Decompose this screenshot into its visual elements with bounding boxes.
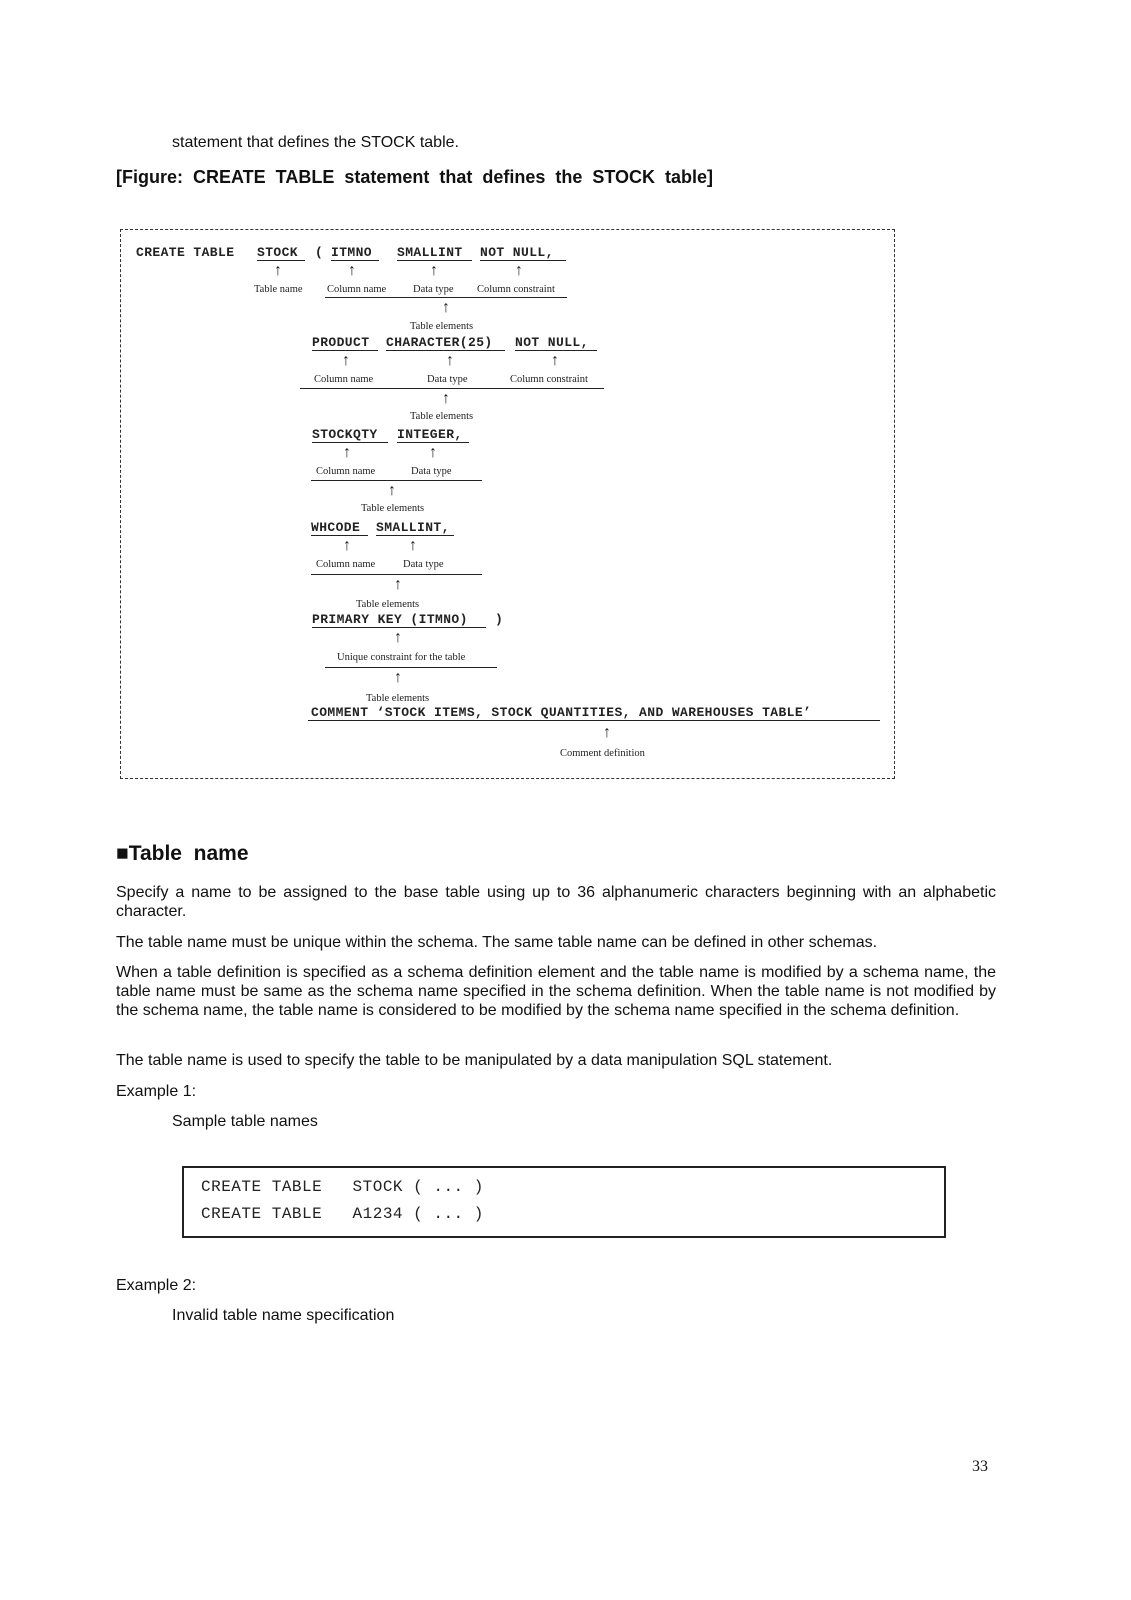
paragraph: The table name is used to specify the table to be manipulated by a data manipulation SQL statement.	[116, 1052, 833, 1069]
code-character: CHARACTER(25)	[386, 335, 493, 350]
label-table-elements: Table elements	[361, 503, 425, 514]
underline-comment	[308, 720, 880, 721]
code-stockqty: STOCKQTY	[312, 427, 378, 442]
underline-stockqty	[312, 442, 388, 443]
bracket-line	[311, 480, 482, 481]
arrow-up-icon: ↑	[394, 669, 402, 686]
arrow-up-icon: ↑	[442, 299, 450, 316]
example-1-caption: Sample table names	[172, 1113, 318, 1130]
code-line: CREATE TABLE A1234 ( ... )	[201, 1205, 484, 1223]
code-paren-close: )	[495, 612, 504, 627]
section-title: Table name	[128, 842, 249, 865]
arrow-up-icon: ↑	[388, 482, 396, 499]
arrow-up-icon: ↑	[394, 629, 402, 646]
figure-caption: [Figure: CREATE TABLE statement that defines the STOCK table]	[116, 167, 714, 187]
code-product: PRODUCT	[312, 335, 370, 350]
example-1-code-box	[182, 1166, 946, 1238]
underline-not-null	[480, 260, 566, 261]
code-integer: INTEGER,	[397, 427, 463, 442]
label-column-constraint: Column constraint	[477, 284, 555, 295]
example-1-label: Example 1:	[116, 1083, 197, 1100]
code-smallint: SMALLINT	[397, 245, 463, 260]
label-data-type: Data type	[413, 284, 454, 295]
underline-whcode	[311, 535, 368, 536]
label-column-name: Column name	[327, 284, 387, 295]
label-column-name: Column name	[316, 559, 376, 570]
arrow-up-icon: ↑	[343, 444, 351, 461]
code-stock: STOCK	[257, 245, 299, 260]
arrow-up-icon: ↑	[348, 262, 356, 279]
underline-smallint-2	[376, 535, 454, 536]
code-primary-key: PRIMARY KEY (ITMNO)	[312, 612, 468, 627]
label-comment-definition: Comment definition	[560, 748, 645, 759]
arrow-up-icon: ↑	[551, 352, 559, 369]
code-not-null: NOT NULL,	[480, 245, 554, 260]
bracket-line	[311, 574, 482, 575]
paragraph: The table name must be unique within the schema. The same table name can be defined in other schemas.	[116, 934, 878, 951]
label-table-name: Table name	[254, 284, 303, 295]
underline-product	[312, 350, 378, 351]
label-data-type: Data type	[427, 374, 468, 385]
example-2-label: Example 2:	[116, 1277, 197, 1294]
bracket-line	[300, 388, 604, 389]
label-data-type: Data type	[411, 466, 452, 477]
code-paren-open: (	[315, 245, 324, 260]
underline-character	[386, 350, 505, 351]
arrow-up-icon: ↑	[429, 444, 437, 461]
label-column-name: Column name	[314, 374, 374, 385]
label-table-elements: Table elements	[356, 599, 420, 610]
underline-integer	[397, 442, 469, 443]
code-comment: COMMENT ‘STOCK ITEMS, STOCK QUANTITIES, AND WAREHOUSES TABLE’	[311, 705, 812, 720]
page-number: 33	[972, 1458, 988, 1475]
section-heading	[116, 842, 249, 866]
arrow-up-icon: ↑	[446, 352, 454, 369]
code-create-table: CREATE TABLE	[136, 245, 235, 260]
label-unique-constraint: Unique constraint for the table	[337, 652, 466, 663]
arrow-up-icon: ↑	[442, 390, 450, 407]
code-line: CREATE TABLE STOCK ( ... )	[201, 1178, 484, 1196]
code-itmno: ITMNO	[331, 245, 373, 260]
example-2-caption: Invalid table name specification	[172, 1307, 395, 1324]
intro-text: statement that defines the STOCK table.	[172, 134, 459, 151]
underline-primary-key	[312, 627, 486, 628]
square-bullet-icon: ■	[116, 842, 129, 865]
arrow-up-icon: ↑	[394, 576, 402, 593]
arrow-up-icon: ↑	[603, 724, 611, 741]
label-table-elements: Table elements	[366, 693, 430, 704]
arrow-up-icon: ↑	[430, 262, 438, 279]
underline-itmno	[331, 260, 379, 261]
paragraph: When a table definition is specified as a schema definition element and the table name is modified by a schema name, the table name must be same as the schema name specified in the schema definition. When the table name is not modified by the schema name, the table name is considered to be modified by the schema name specified in the schema definition.	[116, 964, 996, 1019]
arrow-up-icon: ↑	[409, 537, 417, 554]
paragraph: Specify a name to be assigned to the base table using up to 36 alphanumeric characters beginning with an alphabetic character.	[116, 884, 996, 920]
arrow-up-icon: ↑	[274, 262, 282, 279]
label-table-elements: Table elements	[410, 411, 474, 422]
arrow-up-icon: ↑	[342, 352, 350, 369]
bracket-line	[325, 297, 567, 298]
bracket-line	[325, 667, 497, 668]
label-column-constraint: Column constraint	[510, 374, 588, 385]
underline-stock	[257, 260, 305, 261]
code-smallint-2: SMALLINT,	[376, 520, 450, 535]
underline-smallint	[397, 260, 472, 261]
code-not-null-2: NOT NULL,	[515, 335, 589, 350]
arrow-up-icon: ↑	[515, 262, 523, 279]
arrow-up-icon: ↑	[343, 537, 351, 554]
label-table-elements: Table elements	[410, 321, 474, 332]
label-data-type: Data type	[403, 559, 444, 570]
label-column-name: Column name	[316, 466, 376, 477]
underline-not-null-2	[515, 350, 597, 351]
figure-create-table	[120, 229, 895, 779]
code-whcode: WHCODE	[311, 520, 361, 535]
